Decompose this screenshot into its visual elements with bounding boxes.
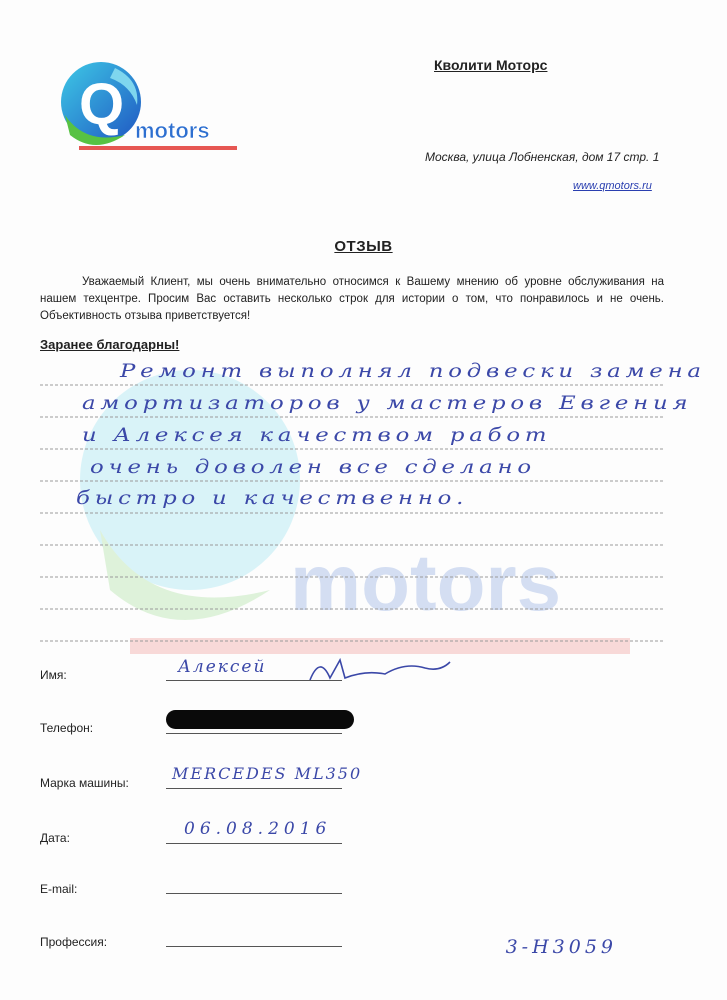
car-field-line[interactable] [166,788,342,789]
phone-label: Телефон: [40,721,94,735]
registration-number: 3-Н3059 [505,936,617,958]
email-label: E-mail: [40,882,78,896]
date-value: 06.08.2016 [184,819,332,839]
email-field-line[interactable] [166,893,342,894]
name-value: Алексей [178,657,267,677]
date-label: Дата: [40,831,70,845]
profession-field-line[interactable] [166,946,342,947]
review-text-line: Ремонт выполнял подвески замена [120,360,706,382]
qmotors-logo [55,60,245,160]
company-website-link[interactable]: www.qmotors.ru [573,180,652,192]
company-address: Москва, улица Лобненская, дом 17 стр. 1 [425,150,660,164]
form-intro-text: Уважаемый Клиент, мы очень внимательно относимся к Вашему мнению об уровне обслуживания на нашем техцентре. Просим Вас оставить несколько строк для истории о том, что понравилось и не очень. Объективность отзыва приветствуется! [40,276,664,322]
thanks-heading: Заранее благодарны! [40,337,180,352]
review-text-line: очень доволен все сделано [90,456,536,478]
svg-text:motors: motors [135,118,210,143]
car-value: MERCEDES ML350 [172,764,363,783]
signature [305,650,455,695]
phone-field-line[interactable] [166,733,342,734]
review-text-line: амортизаторов у мастеров Евгения [82,392,693,414]
redacted-phone-block [166,710,354,729]
profession-label: Профессия: [40,935,108,949]
svg-text:motors: motors [290,538,562,627]
form-title: ОТЗЫВ [334,238,393,255]
company-name: Кволити Моторс [434,57,548,73]
car-label: Марка машины: [40,776,129,790]
review-text-line: и Алексея качеством работ [82,424,552,446]
review-text-line: быстро и качественно. [76,487,469,509]
date-field-line[interactable] [166,843,342,844]
name-label: Имя: [40,668,67,682]
svg-text:Q: Q [79,72,125,137]
